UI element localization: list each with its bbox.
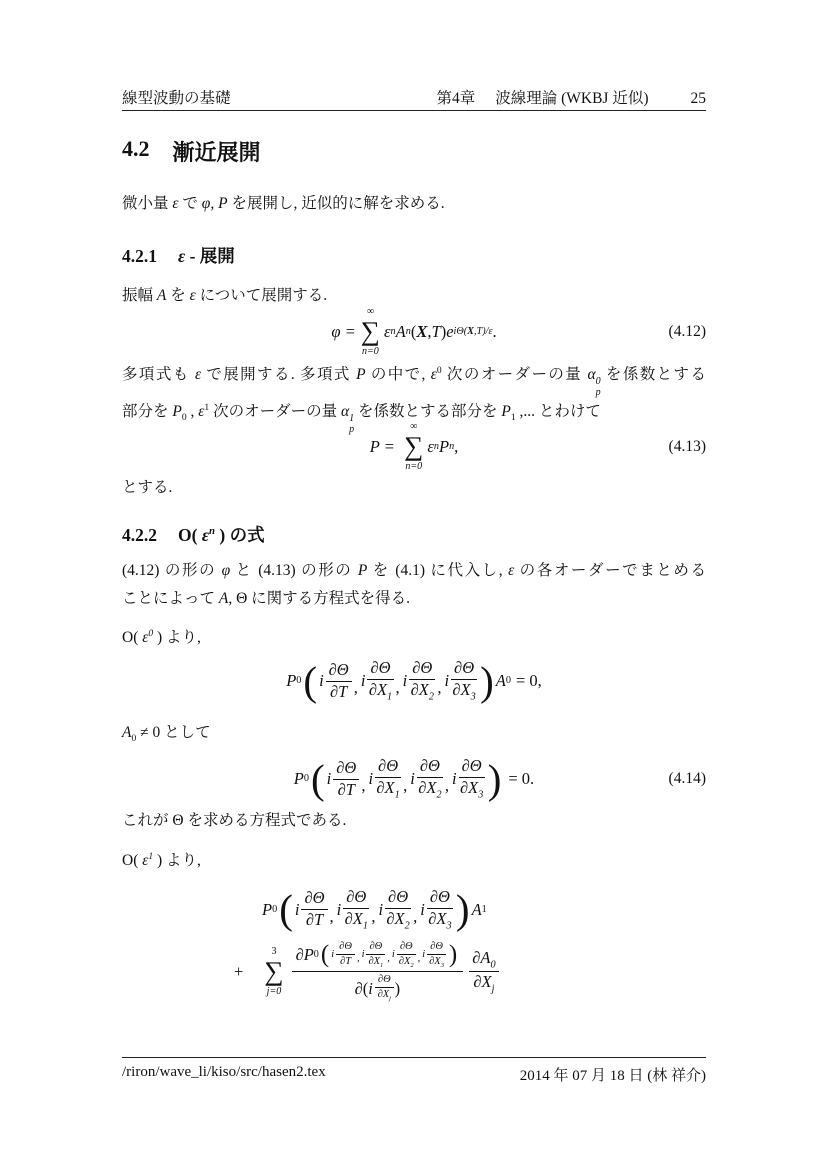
paragraph-theta-equation: これが Θ を求める方程式である.: [122, 812, 347, 829]
footer-date: 2014 年 07 月 18 日 (林 祥介): [519, 1068, 706, 1084]
fraction: $\frac{\partial\Theta}{\partial X_2}$: [418, 756, 442, 801]
p0-operator: P 0 ( i $\frac{\partial\Theta}{\partial T}$ , i $\frac{\partial\Theta}{\partial X_1}$ , i $\frac{\partial\Theta}{\partial X_2}$ , i $\frac{\partial\Theta}{\partial X_3}$ ) = 0.: [293, 755, 535, 802]
right-paren: ): [487, 755, 502, 802]
equation-tag: (4.13): [668, 438, 706, 455]
fraction: $\frac{\partial\Theta}{\partial X_1}$: [368, 940, 384, 969]
equation-4-14: [122, 750, 706, 808]
running-header: [122, 86, 706, 108]
right-paren: ): [448, 941, 458, 969]
fraction: $\frac{\partial\Theta}{\partial T}$: [326, 661, 352, 702]
fraction: $\frac{\partial\Theta}{\partial T}$: [336, 941, 355, 968]
fraction: $\frac{\partial\Theta}{\partial X_1}$: [376, 756, 400, 801]
equation-4-12: φ = ∞ ∑ n=0 ε n A n ( X , T ) e iΘ(X,T)/ε . (4.12): [331, 306, 706, 357]
paragraph-substitute: (4.12) の形の φ と (4.13) の形の P を (4.1) に代入し, ε の各オーダーでまとめる ことによって A, Θ に関する方程式を得る.: [122, 562, 707, 607]
equation-4-13: P = ∞ ∑ n=0 ε n P n , (4.13): [369, 421, 706, 472]
fraction: $\frac{\partial\Theta}{\partial X_3}$: [452, 658, 476, 703]
section-title: 漸近展開: [172, 140, 261, 165]
left-paren: (: [303, 657, 318, 704]
equation-order1-line1: P 0 ( i $\frac{\partial\Theta}{\partial T}$ , i $\frac{\partial\Theta}{\partial X_1}$ , i $\frac{\partial\Theta}{\partial X_2}$ , i $\frac{\partial\Theta}{\partial X_3}$ ) A 1: [262, 886, 487, 933]
fraction: $\frac{\partial\Theta}{\partial T}$: [301, 889, 327, 930]
equation-tag: (4.12): [668, 323, 706, 340]
paragraph-tosuru: とする.: [122, 479, 173, 496]
paragraph-expand-amplitude: 振幅 A を ε について展開する.: [122, 287, 328, 304]
subsection-number: 4.2.2: [122, 525, 157, 545]
equation-order0: [122, 652, 706, 710]
summation: ∞ ∑ n=0: [404, 421, 424, 472]
equation-tag: (4.14): [668, 770, 706, 787]
sigma-operator: ∑: [264, 955, 284, 986]
paragraph-polynomial: 多項式も ε で展開する. 多項式 P の中で, $\varepsilon^0$ 次のオーダーの量 α 0 p を係数とする 部分を $P_0$ , $\varepsilon^1$ 次のオーダーの量 α 1 p を係数とする部分を $P_1$ ,... とわけて: [122, 364, 706, 435]
footer: [122, 1064, 706, 1085]
page-number: 25: [690, 90, 706, 107]
fraction: $\frac{\partial\Theta}{\partial X_1}$: [368, 658, 393, 703]
footer-rule: [122, 1057, 706, 1058]
paragraph-order-eps0: O( $\varepsilon^0$ ) より,: [122, 627, 201, 646]
big-fraction: ∂P 0 ( i $\frac{\partial\Theta}{\partial T}$ , i $\frac{\partial\Theta}{\partial X_1}$ , i $\frac{\partial\Theta}{\partial X_2}$ , i $\frac{\partial\Theta}{\partial X_3}$ ) ∂( i $\frac{\partial\Theta}{\partial X_j}$ ): [292, 941, 464, 1003]
footer-file-path: /riron/wave_li/kiso/src/hasen2.tex: [122, 1064, 326, 1080]
sigma-operator: ∑: [360, 316, 381, 346]
chapter-title: 波線理論 (WKBJ 近似): [495, 90, 649, 107]
right-paren: ): [480, 657, 494, 704]
fraction: $\frac{\partial A_0}{\partial X_j}$: [469, 949, 498, 995]
fraction: $\frac{\partial\Theta}{\partial X_2}$: [386, 887, 410, 932]
fraction: $\frac{\partial\Theta}{\partial X_2}$: [410, 658, 434, 703]
sigma-operator: ∑: [404, 431, 424, 461]
fraction: $\frac{\partial\Theta}{\partial X_j}$: [375, 974, 394, 1003]
book-title: 線型波動の基礎: [122, 90, 231, 107]
subsection-number: 4.2.1: [122, 246, 157, 266]
fraction: $\frac{\partial\Theta}{\partial T}$: [333, 759, 359, 800]
fraction: $\frac{\partial\Theta}{\partial X_3}$: [429, 940, 444, 969]
fraction: $\frac{\partial\Theta}{\partial X_2}$: [398, 940, 414, 969]
chapter-label: 第4章: [436, 90, 476, 107]
fraction: $\frac{\partial\Theta}{\partial X_1}$: [344, 887, 368, 932]
paragraph-a0-nonzero: $A_0 \ne 0$ として: [122, 724, 211, 745]
subsection-heading-4-2-2: 4.2.2 O( $\varepsilon^n$ ) の式: [122, 525, 265, 545]
section-heading-4-2: [122, 136, 706, 167]
fraction: $\frac{\partial\Theta}{\partial X_3}$: [428, 887, 452, 932]
summation: ∞ ∑ n=0: [360, 306, 381, 357]
fraction: $\frac{\partial\Theta}{\partial X_3}$: [460, 756, 484, 801]
paragraph-order-eps1: O( $\varepsilon^1$ ) より,: [122, 850, 201, 869]
equation-order1-line2: + 3 ∑ j=0 ∂P 0 ( i $\frac{\partial\Theta}{\partial T}$ , i $\frac{\partial\Theta}{\partial X_1}$ , i $\frac{\partial\Theta}{\partial X_2}$ , i $\frac{\partial\Theta}{\partial X_3}$ ) ∂( i $\frac{\partial\Theta}{\partial X_j}$ ) $\frac{\partial A_0}{\partial X_j}$: [234, 941, 500, 1003]
section-number: 4.2: [122, 136, 150, 161]
subsection-heading-4-2-1: 4.2.1 ε - 展開: [122, 246, 235, 266]
p0-operator: P 0 ( i $\frac{\partial\Theta}{\partial T}$ , i $\frac{\partial\Theta}{\partial X_1}$ , i $\frac{\partial\Theta}{\partial X_2}$ , i $\frac{\partial\Theta}{\partial X_3}$ ) A 0 = 0,: [286, 657, 542, 704]
equation-order1: [122, 888, 706, 1003]
right-paren: ): [455, 886, 470, 933]
left-paren: (: [279, 886, 293, 933]
header-rule: [122, 110, 706, 111]
summation: 3 ∑ j=0: [264, 945, 284, 997]
left-paren: (: [311, 755, 325, 802]
paragraph-intro: 微小量 ε で φ, P を展開し, 近似的に解を求める.: [122, 195, 445, 212]
left-paren: (: [320, 941, 330, 969]
